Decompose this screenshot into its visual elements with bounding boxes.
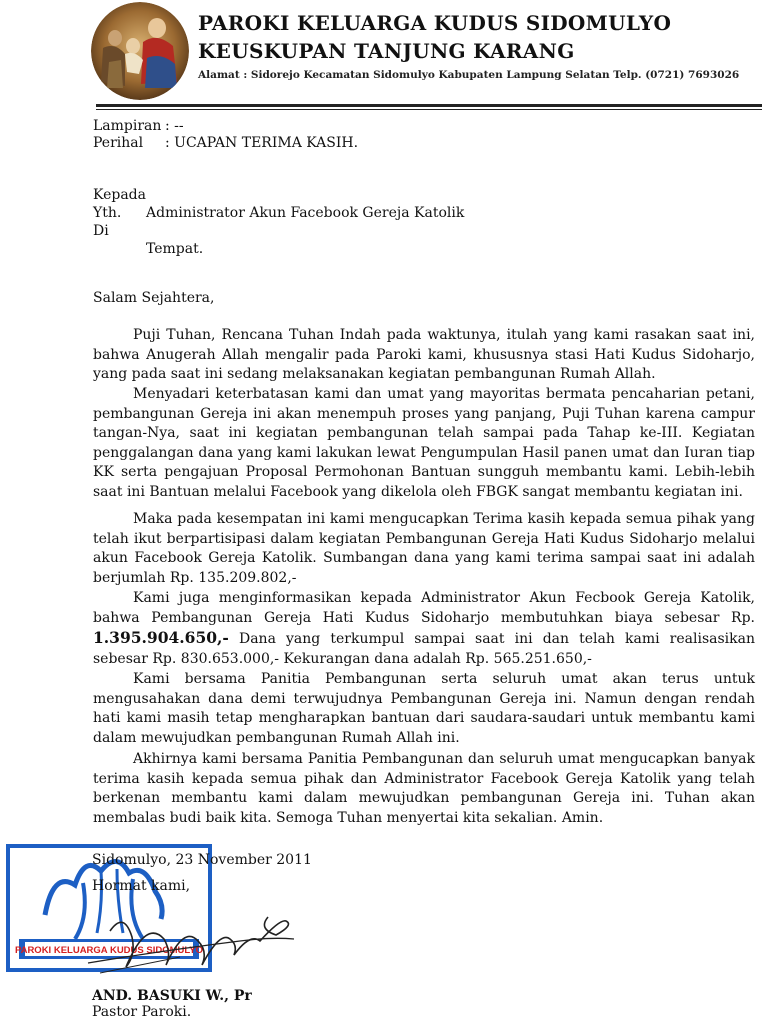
recipient-tempat: Tempat. xyxy=(146,241,204,257)
recipient-kepada: Kepada xyxy=(93,187,146,203)
body-paragraph-4 xyxy=(93,589,755,669)
signatory-name: AND. BASUKI W., Pr xyxy=(92,988,252,1004)
stamp-text: PAROKI KELUARGA KUDUS SIDOMULYO xyxy=(14,945,204,956)
header-rule-thick xyxy=(96,104,762,107)
body-paragraph-6: Akhirnya kami bersama Panitia Pembangunan dan seluruh umat mengucapkan banyak terima kasih kepada semua pihak dan Administrator Facebook Gereja Katolik yang telah berkenan membantu kami dalam mewujudkan pembangunan Gereja ini. Tuhan akan membalas budi baik kita. Semoga Tuhan menyertai kita sekalian. Amin. xyxy=(93,751,755,826)
salutation: Salam Sejahtera, xyxy=(93,290,215,306)
p4-text-before: Kami juga menginformasikan kepada Administrator Akun Fecbook Gereja Katolik, bahwa Pembangunan Gereja Hati Kudus Sidoharjo membutuhkan biaya sebesar Rp. xyxy=(93,590,755,626)
body-paragraph-5: Kami bersama Panitia Pembangunan serta seluruh umat akan terus untuk mengusahakan dana demi terwujudnya Pembangunan Gereja ini. Namun dengan rendah hati kami masih tetap mengharapkan bantuan dari saudara-saudari untuk membantu kami dalam mewujudkan pembangunan Rumah Allah ini. xyxy=(93,671,755,746)
closing-date: Sidomulyo, 23 November 2011 xyxy=(92,852,312,868)
perihal-value: : UCAPAN TERIMA KASIH. xyxy=(165,135,359,151)
header-diocese-name: KEUSKUPAN TANJUNG KARANG xyxy=(198,39,575,63)
recipient-di: Di xyxy=(93,223,109,239)
handwritten-signature xyxy=(80,895,300,985)
recipient-yth: Yth. xyxy=(93,205,122,221)
recipient-name: Administrator Akun Facebook Gereja Katolik xyxy=(146,205,465,221)
header-rule-thin xyxy=(96,109,762,110)
lampiran-label: Lampiran xyxy=(93,118,162,134)
header-address: Alamat : Sidorejo Kecamatan Sidomulyo Kabupaten Lampung Selatan Telp. (0721) 7693026 xyxy=(198,69,740,81)
p4-text-after: Dana yang terkumpul sampai saat ini dan telah kami realisasikan sebesar Rp. 830.653.000,- Kekurangan dana adalah Rp. 565.251.650,- xyxy=(93,631,755,667)
perihal-label: Perihal xyxy=(93,135,144,151)
header-parish-name: PAROKI KELUARGA KUDUS SIDOMULYO xyxy=(198,11,672,35)
p4-total-amount: 1.395.904.650,- xyxy=(93,628,229,647)
body-paragraph-3: Maka pada kesempatan ini kami mengucapkan Terima kasih kepada semua pihak yang telah ikut berpartisipasi dalam kegiatan Pembangunan Gereja Hati Kudus Sidoharjo melalui akun Facebook Gereja Katolik. Sumbangan dana yang kami terima sampai saat ini adalah berjumlah Rp. 135.209.802,- xyxy=(93,511,755,586)
parish-logo-painting xyxy=(91,2,189,100)
signatory-title: Pastor Paroki. xyxy=(92,1004,192,1020)
body-paragraph-1: Puji Tuhan, Rencana Tuhan Indah pada waktunya, itulah yang kami rasakan saat ini, bahwa Anugerah Allah mengalir pada Paroki kami, khususnya stasi Hati Kudus Sidoharjo, yang pada saat ini sedang melaksanakan kegiatan pembangunan Rumah Allah. xyxy=(93,327,755,382)
closing-regards: Hormat kami, xyxy=(92,878,191,894)
lampiran-value: : -- xyxy=(165,118,184,134)
body-paragraph-2: Menyadari keterbatasan kami dan umat yang mayoritas bermata pencaharian petani, pembangunan Gereja ini akan menempuh proses yang panjang, Puji Tuhan karena campur tangan-Nya, saat ini kegiatan pembangunan telah sampai pada Tahap ke-III. Kegiatan penggalangan dana yang kami lakukan lewat Pengumpulan Hasil panen umat dan Iuran tiap KK serta pengajuan Proposal Permohonan Bantuan sungguh membantu kami. Lebih-lebih saat ini Bantuan melalui Facebook yang dikelola oleh FBGK sangat membantu kegiatan ini. xyxy=(93,386,755,500)
